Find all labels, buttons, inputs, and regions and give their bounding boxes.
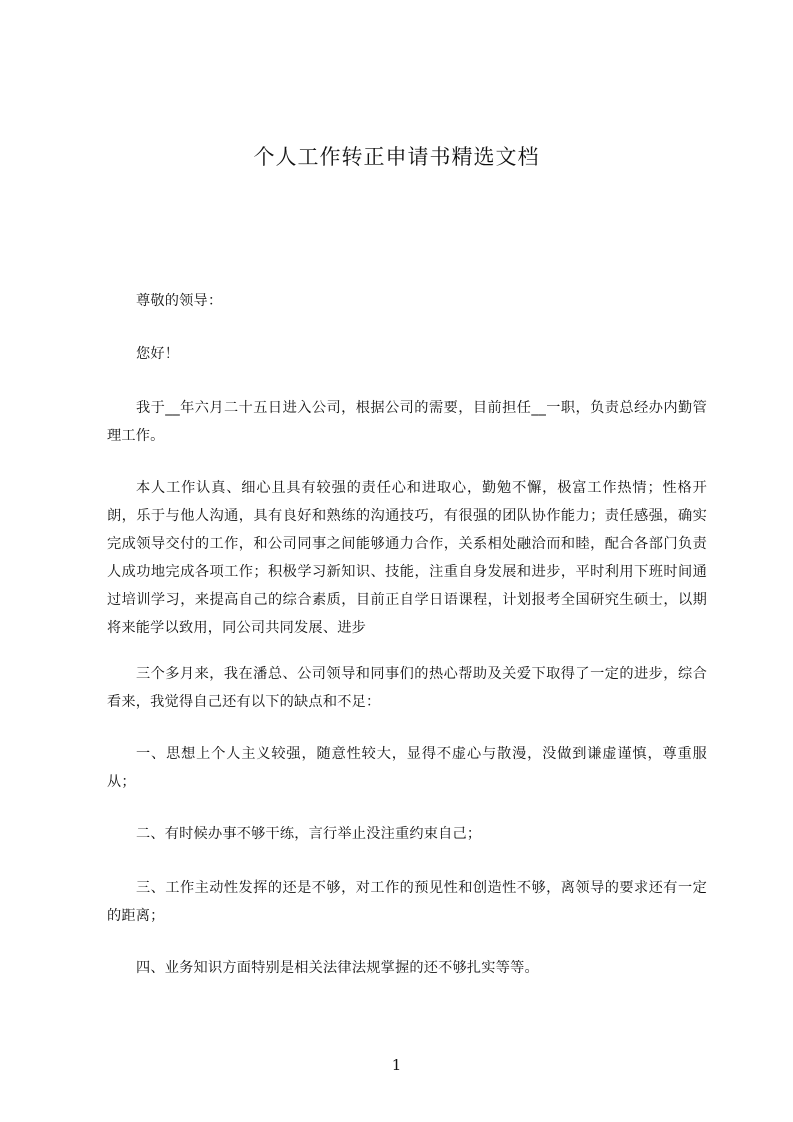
paragraph-intro: 我于__年六月二十五日进入公司，根据公司的需要，目前担任__一职，负责总经办内勤管理工作。 [107, 400, 707, 444]
paragraph-shortcoming-4: 四、业务知识方面特别是相关法律法规掌握的还不够扎实等等。 [136, 960, 539, 976]
salutation: 尊敬的领导： [136, 293, 223, 309]
paragraph-shortcoming-1: 一、思想上个人主义较强，随意性较大，显得不虚心与散漫，没做到谦虚谨慎，尊重服从； [107, 746, 707, 790]
paragraph-progress: 三个多月来，我在潘总、公司领导和同事们的热心帮助及关爱下取得了一定的进步，综合看来，我觉得自己还有以下的缺点和不足： [107, 666, 707, 710]
paragraph-self-assessment: 本人工作认真、细心且具有较强的责任心和进取心，勤勉不懈，极富工作热情；性格开朗，乐于与他人沟通，具有良好和熟练的沟通技巧，有很强的团队协作能力；责任感强，确实完成领导交付的工作，和公司同事之间能够通力合作，关系相处融洽而和睦，配合各部门负责人成功地完成各项工作；积极学习新知识、技能，注重自身发展和进步，平时利用下班时间通过培训学习，来提高自己的综合素质，目前正自学日语课程，计划报考全国研究生硕士，以期将来能学以致用，同公司共同发展、进步 [107, 480, 707, 636]
page-number: 1 [391, 1056, 402, 1074]
document-title: 个人工作转正申请书精选文档 [253, 145, 540, 169]
paragraph-shortcoming-2: 二、有时候办事不够干练，言行举止没注重约束自己； [136, 826, 482, 842]
paragraph-shortcoming-3: 三、工作主动性发挥的还是不够，对工作的预见性和创造性不够，离领导的要求还有一定的距离； [107, 880, 707, 924]
greeting: 您好！ [136, 346, 180, 362]
